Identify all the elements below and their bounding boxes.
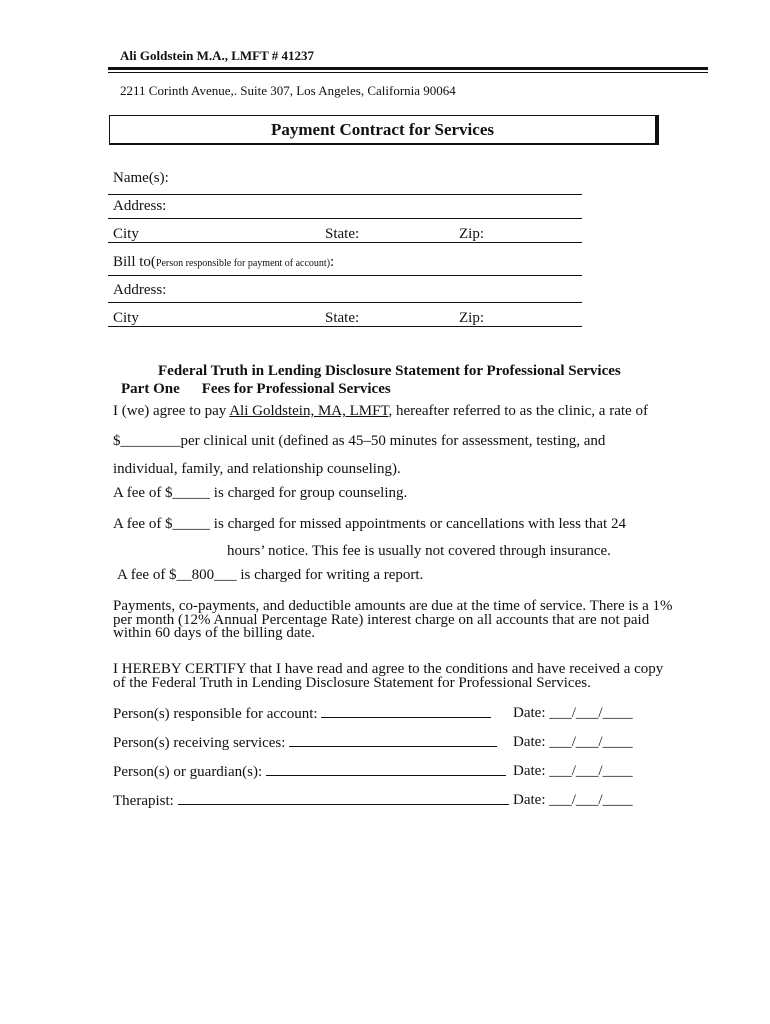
provider-name: Ali Goldstein M.A., LMFT # 41237 — [120, 48, 315, 63]
address-label: Address: — [113, 198, 167, 214]
signature-row-account — [113, 705, 491, 723]
header-rule-thick — [108, 67, 708, 70]
clinic-name: Ali Goldstein, MA, LMFT — [229, 403, 389, 419]
bill-to-field[interactable] — [108, 275, 582, 276]
bill-to-colon: : — [330, 254, 335, 270]
report-fee-value[interactable]: __800___ — [176, 567, 237, 583]
city-label: City — [113, 226, 139, 242]
billing-city-state-zip-field[interactable] — [108, 326, 582, 327]
rate-line-2: individual, family, and relationship counseling). — [113, 461, 401, 477]
date-receiving[interactable]: Date: ___/___/____ — [513, 734, 633, 750]
signature-line[interactable] — [321, 705, 491, 718]
group-fee-line: A fee of $_____ is charged for group counseling. — [113, 485, 408, 501]
part-number: Part One — [121, 381, 180, 397]
agree-prefix: I (we) agree to pay — [113, 403, 230, 419]
signature-row-therapist — [113, 792, 509, 810]
billing-state-label: State: — [325, 310, 360, 326]
payments-paragraph: Payments, co-payments, and deductible amounts are due at the time of service. There is a 1% per month (12% Annual Percentage Rate) interest charge on all accounts that are not paid within 60 days of the billing date. — [113, 598, 673, 641]
missed-fee-line-2: hours’ notice. This fee is usually not covered through insurance. — [227, 543, 611, 559]
bill-to-note: Person responsible for payment of account) — [155, 258, 331, 269]
names-field[interactable] — [108, 194, 582, 195]
signature-label: Person(s) or guardian(s): — [113, 764, 263, 780]
state-label: State: — [325, 226, 360, 242]
billing-address-label: Address: — [113, 282, 167, 298]
report-fee-line — [117, 567, 423, 584]
report-fee-suffix: is charged for writing a report. — [236, 567, 424, 583]
disclosure-heading: Federal Truth in Lending Disclosure Statement for Professional Services — [158, 363, 621, 379]
part-heading — [121, 381, 391, 398]
part-title: Fees for Professional Services — [201, 381, 391, 397]
rate-line: $________per clinical unit (defined as 45–50 minutes for assessment, testing, and — [113, 433, 606, 449]
address-field[interactable] — [108, 218, 582, 219]
billing-city-label: City — [113, 310, 139, 326]
date-account[interactable]: Date: ___/___/____ — [513, 705, 633, 721]
signature-row-guardian — [113, 763, 506, 781]
signature-line[interactable] — [289, 734, 497, 747]
date-therapist[interactable]: Date: ___/___/____ — [513, 792, 633, 808]
signature-label: Person(s) receiving services: — [113, 735, 286, 751]
header-rule-thin — [108, 72, 708, 73]
certify-paragraph: I HEREBY CERTIFY that I have read and agree to the conditions and have received a copy of the Federal Truth in Lending Disclosure Statement for Professional Services. — [113, 661, 664, 691]
city-state-zip-field[interactable] — [108, 242, 582, 243]
billing-address-field[interactable] — [108, 302, 582, 303]
signature-row-receiving — [113, 734, 497, 752]
signature-label: Person(s) responsible for account: — [113, 706, 318, 722]
title-box — [109, 115, 659, 145]
bill-to-text: Bill to( — [113, 254, 156, 270]
billing-zip-label: Zip: — [459, 310, 484, 326]
missed-fee-line: A fee of $_____ is charged for missed appointments or cancellations with less that 24 — [113, 516, 626, 532]
signature-label: Therapist: — [113, 793, 174, 809]
provider-address: 2211 Corinth Avenue,. Suite 307, Los Angeles, California 90064 — [120, 83, 456, 98]
report-fee-prefix: A fee of $ — [117, 567, 177, 583]
page-title: Payment Contract for Services — [271, 120, 494, 139]
signature-line[interactable] — [178, 792, 509, 805]
names-label: Name(s): — [113, 170, 169, 186]
agree-suffix: , hereafter referred to as the clinic, a rate of — [388, 403, 648, 419]
date-guardian[interactable]: Date: ___/___/____ — [513, 763, 633, 779]
zip-label: Zip: — [459, 226, 484, 242]
agreement-line — [113, 403, 648, 420]
bill-to-label — [113, 254, 334, 271]
signature-line[interactable] — [266, 763, 506, 776]
